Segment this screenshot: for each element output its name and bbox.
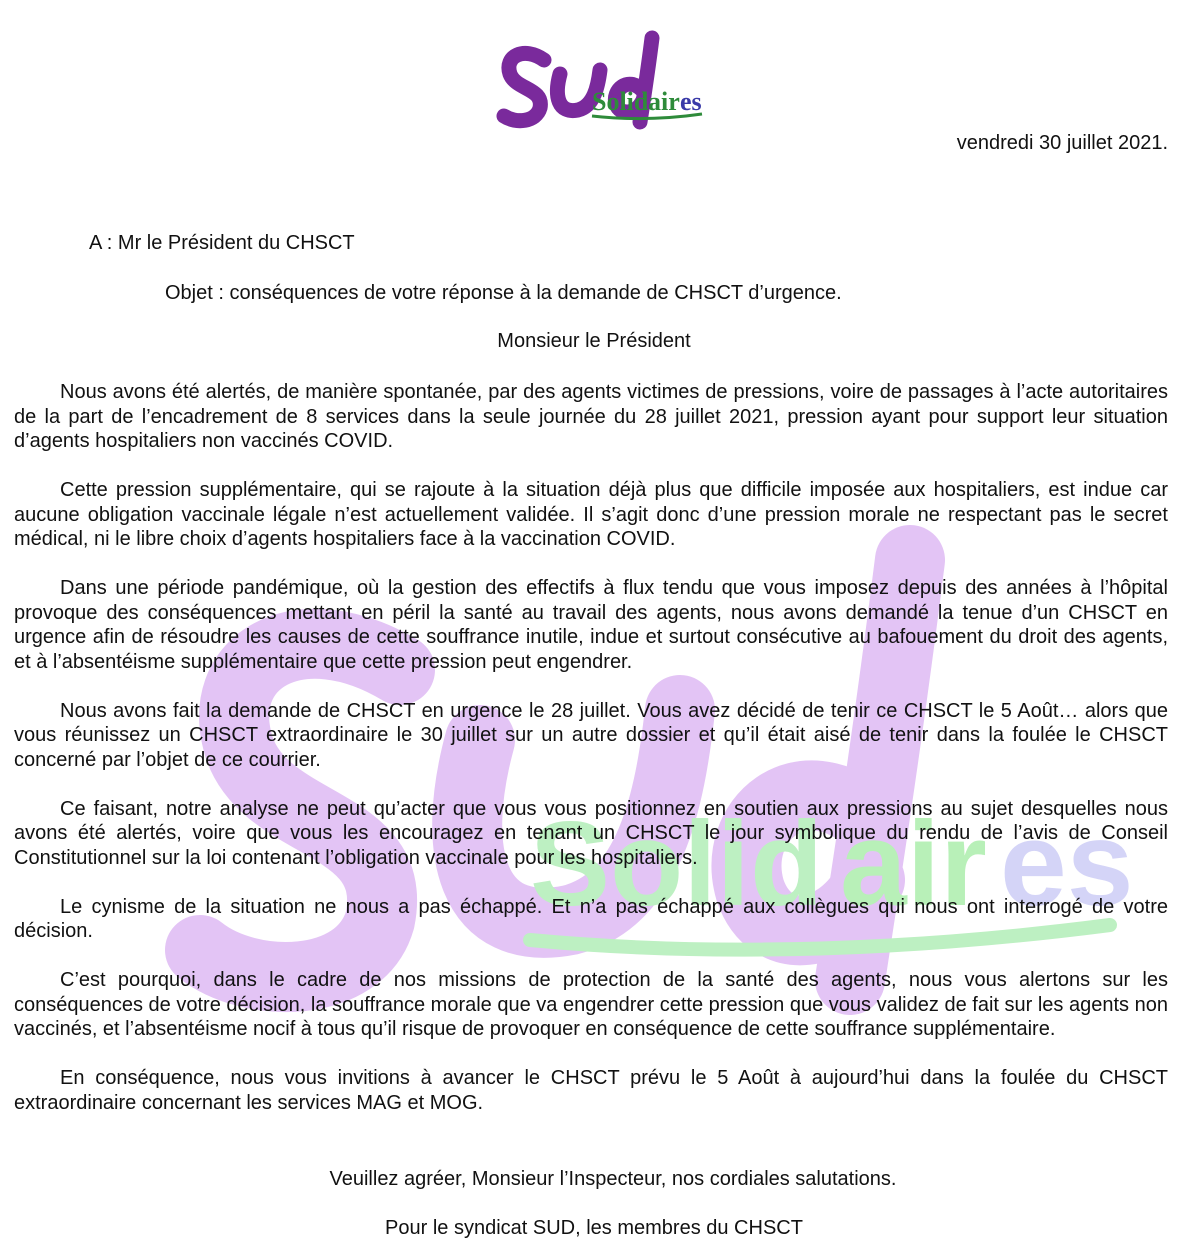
body-paragraph: C’est pourquoi, dans le cadre de nos missions de protection de la santé des agents, nous vous alertons sur les conséquences de votre décision, la souffrance morale que va engendrer cette pression que vous validez de fait sur les agents non vaccinés, et l’absentéisme nocif à tous qu’il risque de provoquer en conséquence de cette souffrance supplémentaire. bbox=[14, 969, 1168, 1040]
logo-solid-text: Solid bbox=[592, 87, 649, 116]
body-paragraph: Cette pression supplémentaire, qui se rajoute à la situation déjà plus que difficile imposée aux hospitaliers, est indue car aucune obligation vaccinale légale n’est actuellement validée. Il s’agit donc d’une pression morale ne respectant pas le secret médical, ni le libre choix d’agents hospitaliers face à la vaccination COVID. bbox=[14, 479, 1168, 550]
letter-signature: Pour le syndicat SUD, les membres du CHSCT bbox=[385, 1217, 803, 1239]
watermark-es-text: es bbox=[1000, 797, 1134, 931]
logo-aires-text: air bbox=[648, 87, 680, 116]
letter-body bbox=[14, 380, 1168, 1140]
watermark-solid-text: Solid bbox=[530, 797, 824, 931]
body-paragraph: Le cynisme de la situation ne nous a pas échappé. Et n’a pas échappé aux collègues qui nous ont interrogé de votre décision. bbox=[14, 895, 1168, 942]
body-paragraph: Dans une période pandémique, où la gestion des effectifs à flux tendu que vous imposez depuis des années à l’hôpital provoque des conséquences mettant en péril la santé au travail des agents, nous avons demandé la tenue d’un CHSCT en urgence afin de résoudre les causes de cette souffrance inutile, indue et surtout consécutive au bafouement du droit des agents, et à l’absentéisme supplémentaire que cette pression peut engendrer. bbox=[14, 577, 1168, 673]
sud-solidaires-logo bbox=[496, 30, 711, 135]
body-paragraph: Nous avons été alertés, de manière spontanée, par des agents victimes de pressions, voire de passages à l’acte autoritaires de la part de l’encadrement de 8 services dans la seule journée du 28 juillet 2021, pression ayant pour support leur situation d’agents hospitaliers non vaccinés COVID. bbox=[14, 381, 1168, 452]
letter-subject: Objet : conséquences de votre réponse à la demande de CHSCT d’urgence. bbox=[165, 282, 842, 304]
letter-date: vendredi 30 juillet 2021. bbox=[956, 132, 1168, 154]
body-paragraph: En conséquence, nous vous invitions à avancer le CHSCT prévu le 5 Août à aujourd’hui dans la foulée du CHSCT extraordinaire concernant les services MAG et MOG. bbox=[14, 1067, 1168, 1114]
body-paragraph: Nous avons fait la demande de CHSCT en urgence le 28 juillet. Vous avez décidé de tenir ce CHSCT le 5 Août… alors que vous réunissez un CHSCT extraordinaire le 30 juillet sur un autre dossier et qu’il était aisé de tenir dans la foulée le CHSCT concerné par l’objet de ce courrier. bbox=[14, 699, 1168, 771]
watermark-aires-text: air bbox=[840, 797, 987, 931]
logo-solidaires-lettering bbox=[592, 87, 702, 116]
logo-es-text: es bbox=[680, 87, 702, 116]
body-paragraph: Ce faisant, notre analyse ne peut qu’acter que vous vous positionnez en soutien aux pressions au sujet desquelles nous avons été alertés, voire que vous les encouragez en tenant un CHSCT le jour symbolique du rendu de l’avis de Conseil Constitutionnel sur la loi contenant l’obligation vaccinale pour les hospitaliers. bbox=[14, 797, 1168, 869]
letter-salutation: Monsieur le Président bbox=[497, 330, 691, 352]
letter-recipient: A : Mr le Président du CHSCT bbox=[89, 232, 355, 254]
letter-closing: Veuillez agréer, Monsieur l’Inspecteur, nos cordiales salutations. bbox=[329, 1168, 897, 1190]
